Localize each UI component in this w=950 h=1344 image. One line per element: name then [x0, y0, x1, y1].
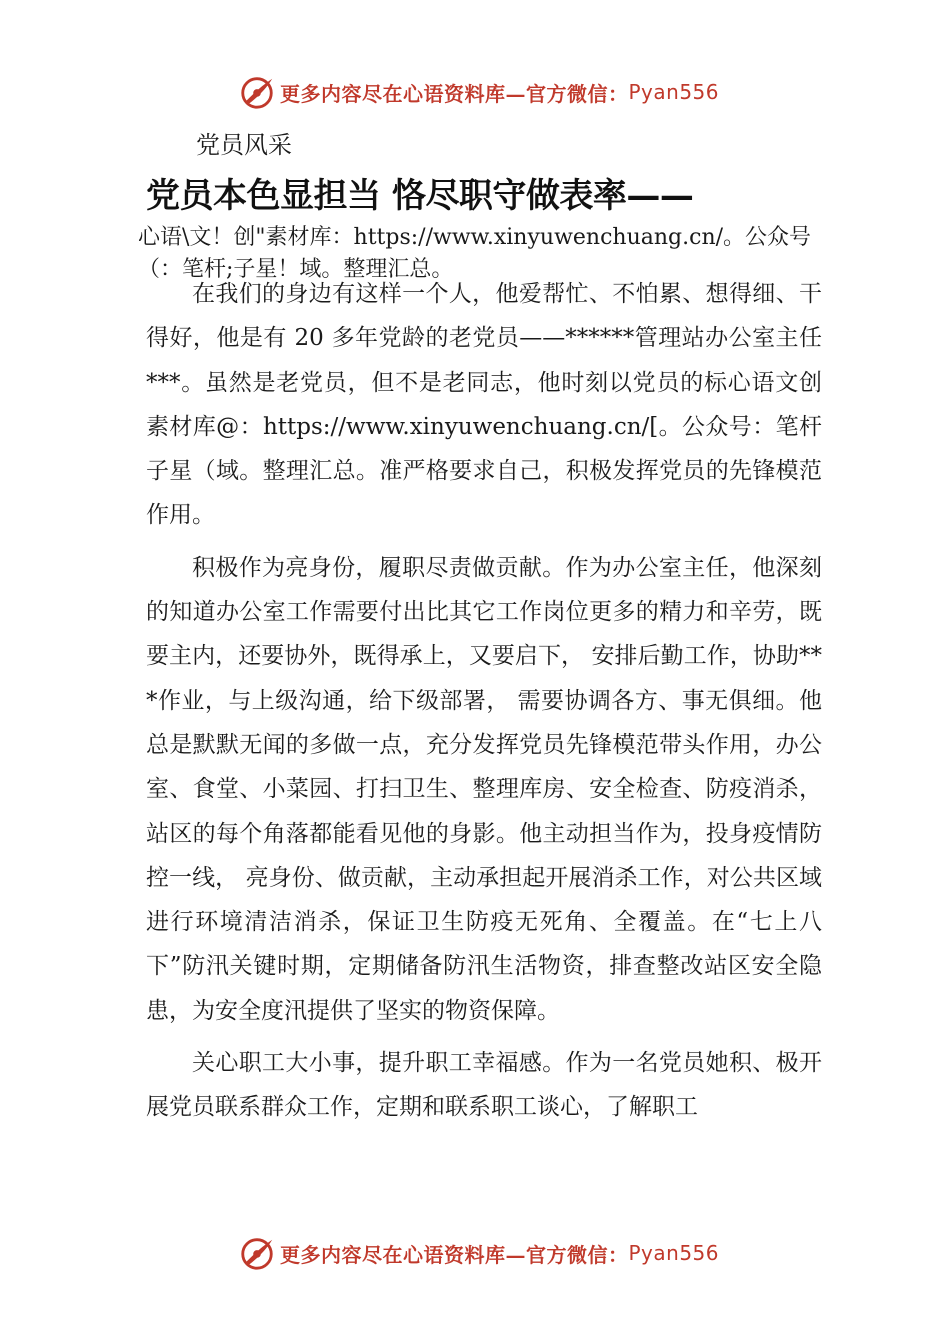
paragraph: 在我们的身边有这样一个人，他爱帮忙、不怕累、想得细、干得好，他是有 20 多年党龄的老党员——******管理站办公室主任***。虽然是老党员，但不是老同志，他时刻以党员的标心语文创素材库@：https://www.xinyuwenchuang.cn/[。公众号：笔杆子星（域。整理汇总。准严格要求自己，积极发挥党员的先锋模范作用。 [146, 281, 822, 529]
quill-circle-logo-icon [238, 1234, 276, 1272]
header-banner [238, 72, 719, 112]
document-category: 党员风采 [196, 131, 292, 159]
source-note: 心语\文！创"素材库：https://www.xinyuwenchuang.cn/。公众号（：笔杆;子星！域。整理汇总。 [138, 225, 812, 282]
banner-wechat-id: Pyan556 [628, 80, 720, 104]
footer-banner [238, 1233, 719, 1273]
banner-ad-text: 更多内容尽在心语资料库—官方微信： [280, 1242, 629, 1267]
paragraph: 关心职工大小事，提升职工幸福感。作为一名党员她积、极开展党员联系群众工作，定期和联系职工谈心，了解职工 [146, 1050, 822, 1121]
document-body [146, 272, 822, 1130]
banner-ad-text: 更多内容尽在心语资料库—官方微信： [280, 81, 629, 106]
banner-wechat-id: Pyan556 [628, 1241, 720, 1265]
document-title: 党员本色显担当 恪尽职守做表率—— [146, 176, 694, 216]
paragraph: 积极作为亮身份，履职尽责做贡献。作为办公室主任，他深刻的知道办公室工作需要付出比其它工作岗位更多的精力和辛劳，既要主内，还要协外，既得承上，又要启下， 安排后勤工作，协助***作业，与上级沟通，给下级部署， 需要协调各方、事无俱细。他总是默默无闻的多做一点，充分发挥党员先锋模范带头作用，办公室、食堂、小菜园、打扫卫生、整理库房、安全检查、防疫消杀，站区的每个角落都能看见他的身影。他主动担当作为，投身疫情防控一线， 亮身份、做贡献，主动承担起开展消杀工作，对公共区域进行环境清洁消杀，保证卫生防疫无死角、全覆盖。在“七上八下”防汛关键时期，定期储备防汛生活物资，排查整改站区安全隐患，为安全度汛提供了坚实的物资保障。 [146, 554, 822, 1024]
quill-circle-logo-icon [238, 73, 276, 111]
